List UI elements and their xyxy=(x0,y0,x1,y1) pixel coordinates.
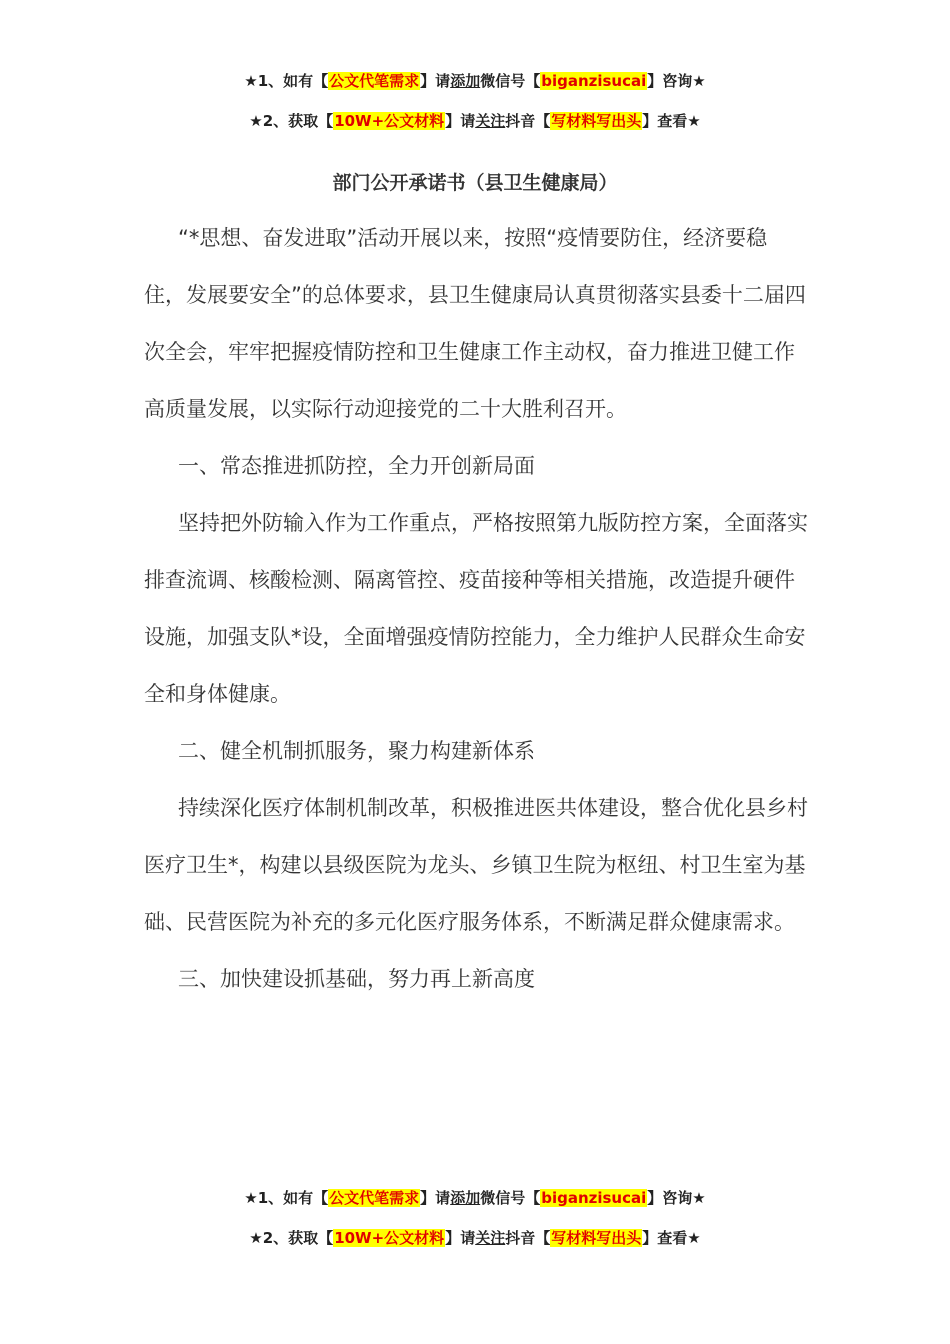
banner-emphasis: 关注 xyxy=(475,112,506,130)
section-2-heading: 二、健全机制抓服务，聚力构建新体系 xyxy=(178,739,535,763)
banner-suffix: 】查看★ xyxy=(642,112,701,130)
banner-highlight-wechat-id: biganzisucai xyxy=(541,72,647,90)
section-1-heading: 一、常态推进抓防控，全力开创新局面 xyxy=(178,454,535,478)
banner-prefix: ★2、获取【 xyxy=(249,112,334,130)
banner-text: 抖音【 xyxy=(505,112,551,130)
banner-highlight-douyin-account: 写材料写出头 xyxy=(551,112,642,130)
banner-highlight-materials: 10W+公文材料 xyxy=(334,112,445,130)
document-body xyxy=(144,210,808,1008)
banner-prefix: ★1、如有【 xyxy=(244,72,329,90)
footer-banner-line-2 xyxy=(0,1227,950,1248)
banner-highlight-service: 公文代笔需求 xyxy=(329,1189,420,1207)
banner-highlight-wechat-id: biganzisucai xyxy=(541,1189,647,1207)
banner-text: 微信号【 xyxy=(480,72,541,90)
intro-paragraph: “*思想、奋发进取”活动开展以来，按照“疫情要防住，经济要稳住，发展要安全”的总体要求，县卫生健康局认真贯彻落实县委十二届四次全会，牢牢把握疫情防控和卫生健康工作主动权，奋力推进卫健工作高质量发展，以实际行动迎接党的二十大胜利召开。 xyxy=(144,226,806,421)
banner-emphasis: 关注 xyxy=(475,1229,506,1247)
banner-emphasis: 添加 xyxy=(450,1189,481,1207)
document-title: 部门公开承诺书（县卫生健康局） xyxy=(332,172,618,194)
footer-banner-line-1 xyxy=(0,1187,950,1208)
banner-prefix: ★1、如有【 xyxy=(244,1189,329,1207)
banner-suffix: 】咨询★ xyxy=(647,72,706,90)
banner-text: 微信号【 xyxy=(480,1189,541,1207)
banner-suffix: 】查看★ xyxy=(642,1229,701,1247)
header-banner-line-2 xyxy=(0,110,950,131)
banner-highlight-douyin-account: 写材料写出头 xyxy=(551,1229,642,1247)
banner-highlight-materials: 10W+公文材料 xyxy=(334,1229,445,1247)
banner-text: 】请 xyxy=(445,1229,476,1247)
banner-suffix: 】咨询★ xyxy=(647,1189,706,1207)
banner-highlight-service: 公文代笔需求 xyxy=(329,72,420,90)
banner-emphasis: 添加 xyxy=(450,72,481,90)
banner-text: 】请 xyxy=(420,1189,451,1207)
section-3-heading: 三、加快建设抓基础，努力再上新高度 xyxy=(178,967,535,991)
banner-text: 】请 xyxy=(420,72,451,90)
banner-prefix: ★2、获取【 xyxy=(249,1229,334,1247)
header-banner-line-1 xyxy=(0,70,950,91)
banner-text: 抖音【 xyxy=(505,1229,551,1247)
banner-text: 】请 xyxy=(445,112,476,130)
section-2-paragraph: 持续深化医疗体制机制改革，积极推进医共体建设，整合优化县乡村医疗卫生*，构建以县级医院为龙头、乡镇卫生院为枢纽、村卫生室为基础、民营医院为补充的多元化医疗服务体系，不断满足群众健康需求。 xyxy=(144,796,808,934)
section-1-paragraph: 坚持把外防输入作为工作重点，严格按照第九版防控方案，全面落实排查流调、核酸检测、隔离管控、疫苗接种等相关措施，改造提升硬件设施，加强支队*设，全面增强疫情防控能力，全力维护人民群众生命安全和身体健康。 xyxy=(144,511,808,706)
